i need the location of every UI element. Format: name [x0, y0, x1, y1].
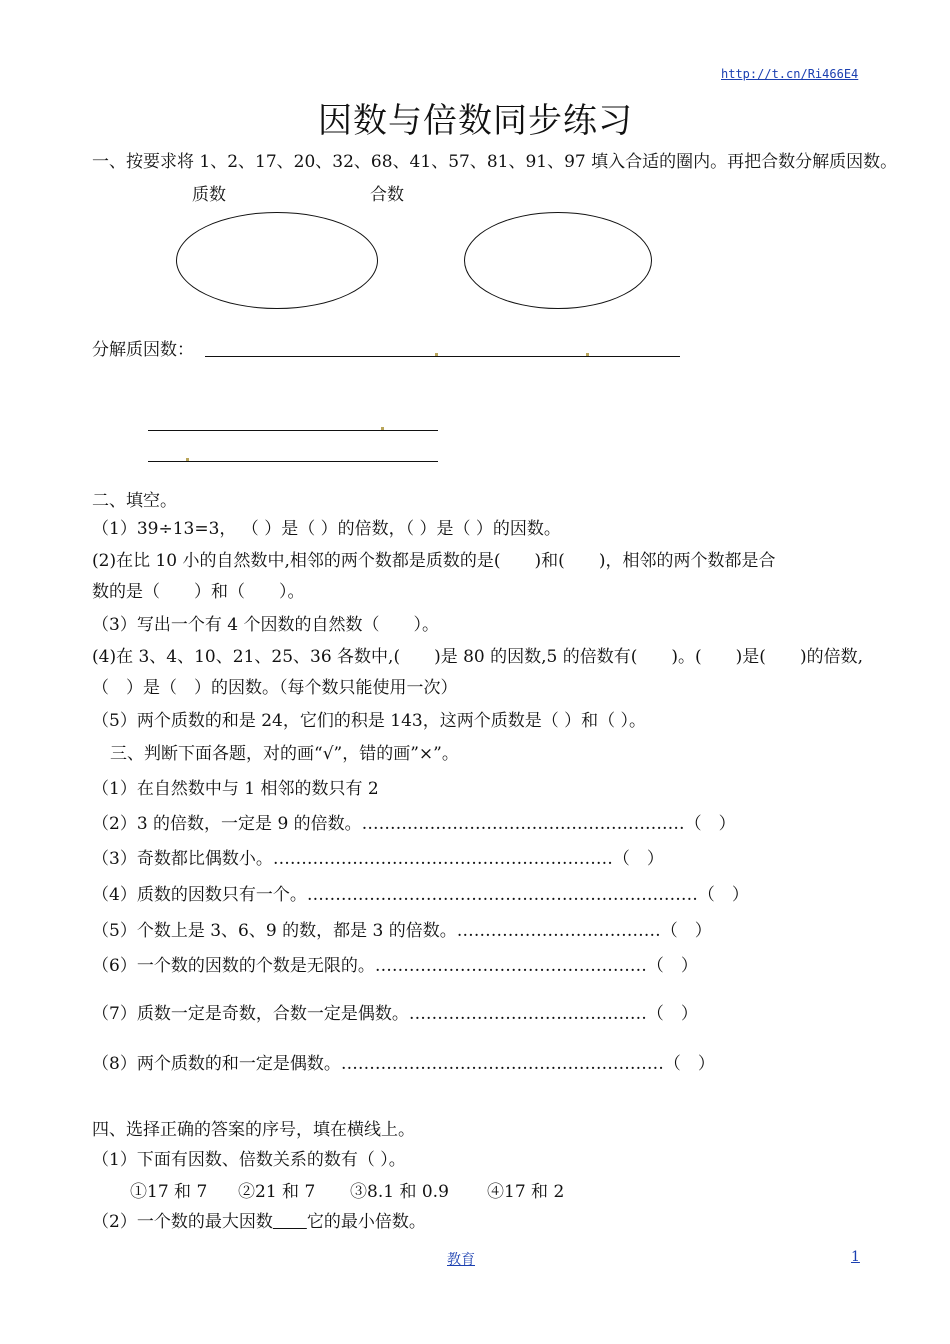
composite-label: 合数: [370, 185, 404, 205]
choice-option: ③8.1 和 0.9: [350, 1182, 449, 1202]
judge-item: （8）两个质数的和一定是偶数。…………………………………………………（ ）: [92, 1054, 715, 1074]
fill-q1: （1）39÷13=3， （ ）是（ ）的倍数，（ ）是（ ）的因数。: [92, 519, 561, 539]
judge-item: （7）质数一定是奇数，合数一定是偶数。……………………………………（ ）: [92, 1004, 698, 1024]
section4-heading: 四、选择正确的答案的序号，填在横线上。: [92, 1120, 415, 1140]
choice-option: ④17 和 2: [487, 1182, 565, 1202]
answer-line-2: [148, 430, 438, 431]
choice-q1: （1）下面有因数、倍数关系的数有（ ）。: [92, 1150, 406, 1170]
judge-item: （3）奇数都比偶数小。……………………………………………………（ ）: [92, 849, 664, 869]
judge-item: （4）质数的因数只有一个。……………………………………………………………（ ）: [92, 885, 749, 905]
section3-heading: 三、判断下面各题，对的画“√”，错的画”×”。: [110, 744, 459, 764]
fill-q5: （5）两个质数的和是 24，它们的积是 143，这两个质数是（ ）和（ ）。: [92, 711, 647, 731]
choice-option: ②21 和 7: [238, 1182, 316, 1202]
mark-dot: [435, 353, 438, 356]
prime-label: 质数: [192, 185, 226, 205]
section2-heading: 二、填空。: [92, 491, 177, 511]
choice-q2-before: （2）一个数的最大因数: [92, 1212, 273, 1232]
judge-item: （5）个数上是 3、6、9 的数，都是 3 的倍数。………………………………（ ）: [92, 921, 712, 941]
factorize-label: 分解质因数：: [92, 340, 194, 360]
composite-circle: [464, 212, 652, 309]
fill-q3: （3）写出一个有 4 个因数的自然数（ ）。: [92, 615, 439, 635]
page-number[interactable]: 1: [851, 1249, 860, 1265]
judge-item: （1）在自然数中与 1 相邻的数只有 2: [92, 779, 379, 799]
choice-q2-after: 它的最小倍数。: [306, 1212, 426, 1232]
fill-q2-line2: 数的是（ ）和（ ）。: [92, 582, 305, 602]
mark-dot: [186, 458, 189, 461]
mark-dot: [381, 427, 384, 430]
header-link[interactable]: http://t.cn/Ri466E4: [721, 67, 859, 81]
page-title: 因数与倍数同步练习: [318, 101, 633, 141]
fill-q4-line2: （ ）是（ ）的因数。（每个数只能使用一次）: [92, 678, 458, 698]
prime-circle: [176, 212, 378, 309]
footer-link[interactable]: 教育: [447, 1252, 475, 1268]
fill-q4-line1: (4)在 3、4、10、21、25、36 各数中,( )是 80 的因数,5 的倍数有( )。( )是( )的倍数,: [92, 647, 863, 667]
answer-line-1: [205, 356, 680, 357]
choice-q2: [92, 1210, 426, 1234]
judge-item: （6）一个数的因数的个数是无限的。…………………………………………（ ）: [92, 956, 698, 976]
judge-item: （2）3 的倍数，一定是 9 的倍数。…………………………………………………（ ）: [92, 814, 736, 834]
section1-instruction: 一、按要求将 1、2、17、20、32、68、41、57、81、91、97 填入合适的圈内。再把合数分解质因数。: [92, 152, 898, 172]
mark-dot: [586, 353, 589, 356]
answer-line-3: [148, 461, 438, 462]
choice-option: ①17 和 7: [130, 1182, 208, 1202]
fill-q2-line1: (2)在比 10 小的自然数中,相邻的两个数都是质数的是( )和( )，相邻的两个数都是合: [92, 551, 776, 571]
choice-q2-blank: [273, 1212, 307, 1232]
